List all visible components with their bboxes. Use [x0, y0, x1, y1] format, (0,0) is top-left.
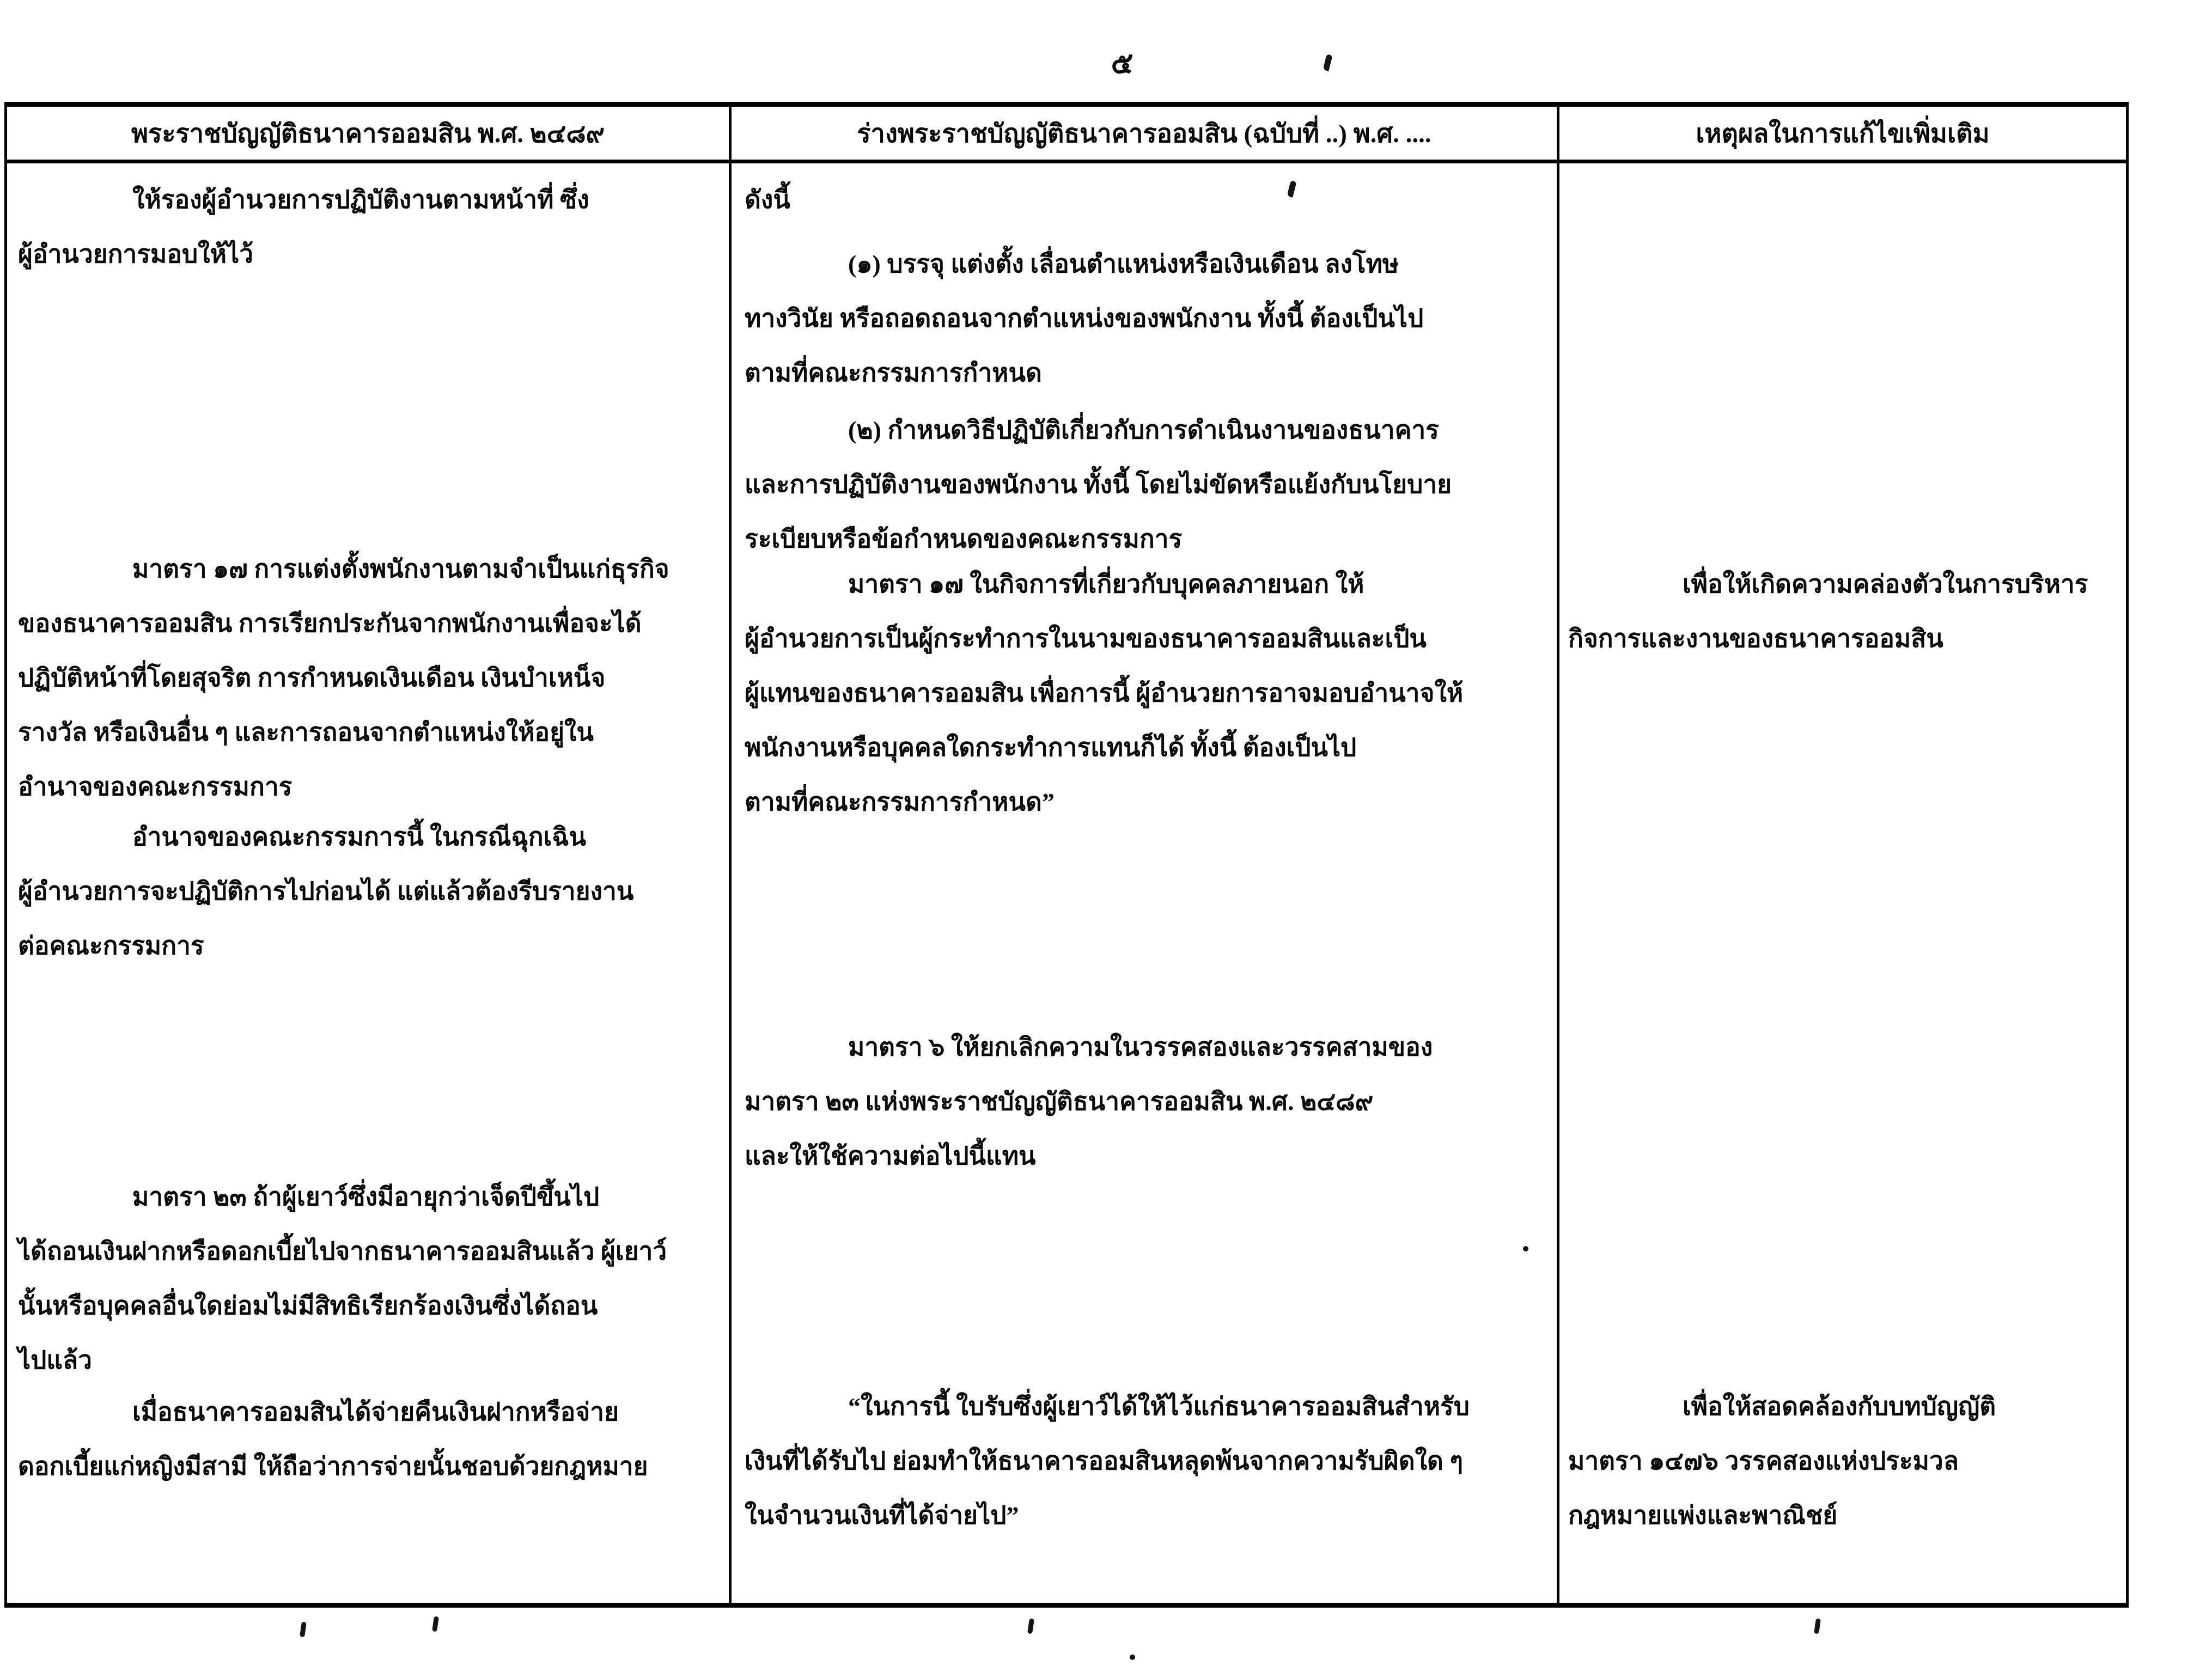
text-line: รางวัล หรือเงินอื่น ๆ และการถอนจากตำแหน่งให้อยู่ใน: [18, 718, 594, 746]
column-header-amendment-reason: เหตุผลในการแก้ไขเพิ่มเติม: [1557, 107, 2126, 160]
column-amendment-reason: [1557, 163, 2126, 1603]
paragraph-reason-2: [1568, 1379, 2122, 1543]
text-line: ตามที่คณะกรรมการกำหนด”: [745, 788, 1055, 816]
text-line: (๑) บรรจุ แต่งตั้ง เลื่อนตำแหน่งหรือเงินเดือน ลงโทษ: [848, 250, 1399, 278]
text-line: เพื่อให้เกิดความคล่องตัวในการบริหาร: [1683, 570, 2088, 598]
scan-artifact: [300, 1622, 307, 1638]
text-line: ดังนี้: [745, 186, 790, 213]
paragraph: [18, 173, 724, 282]
text-line: ได้ถอนเงินฝากหรือดอกเบี้ยไปจากธนาคารออมสินแล้ว ผู้เยาว์: [18, 1237, 667, 1265]
text-line: (๒) กำหนดวิธีปฏิบัติเกี่ยวกับการดำเนินงานของธนาคาร: [848, 416, 1439, 444]
text-line: ให้รองผู้อำนวยการปฏิบัติงานตามหน้าที่ ซึ่ง: [132, 186, 589, 213]
paragraph: [18, 810, 724, 973]
text-line: ของธนาคารออมสิน การเรียกประกันจากพนักงานเพื่อจะได้: [18, 609, 642, 637]
scan-artifact: [1323, 54, 1333, 71]
paragraph-section-23: [18, 1170, 724, 1388]
scan-artifact: [1130, 1654, 1135, 1660]
text-line: กฎหมายแพ่งและพาณิชย์: [1568, 1501, 1838, 1529]
table-body-row: [7, 163, 2126, 1603]
text-line: ตามที่คณะกรรมการกำหนด: [745, 359, 1042, 387]
text-line: มาตรา ๑๔๗๖ วรรคสองแห่งประมวล: [1568, 1447, 1959, 1475]
text-line: ต่อคณะกรรมการ: [18, 932, 204, 960]
scan-artifact: [1027, 1619, 1034, 1634]
column-header-draft-act: ร่างพระราชบัญญัติธนาคารออมสิน (ฉบับที่ ..) พ.ศ. ....: [729, 107, 1557, 160]
text-line: เพื่อให้สอดคล้องกับบทบัญญัติ: [1683, 1393, 1996, 1420]
paragraph: [18, 1385, 724, 1494]
paragraph-item-1: [745, 237, 1552, 400]
paragraph-section-17: [745, 557, 1552, 829]
table-header-row: [7, 107, 2126, 163]
text-line: ผู้อำนวยการมอบให้ไว้: [18, 240, 253, 268]
column-header-act-2489: พระราชบัญญัติธนาคารออมสิน พ.ศ. ๒๔๘๙: [131, 120, 605, 148]
text-line: และการปฏิบัติงานของพนักงาน ทั้งนี้ โดยไม่ขัดหรือแย้งกับนโยบาย: [745, 471, 1452, 498]
text-line: และให้ใช้ความต่อไปนี้แทน: [745, 1142, 1036, 1170]
text-line: “ในการนี้ ใบรับซึ่งผู้เยาว์ได้ให้ไว้แก่ธนาคารออมสินสำหรับ: [848, 1393, 1470, 1420]
column-draft-act: [729, 163, 1557, 1603]
paragraph-quoted-text: [745, 1379, 1552, 1543]
text-line: ดอกเบี้ยแก่หญิงมีสามี ให้ถือว่าการจ่ายนั้นชอบด้วยกฎหมาย: [18, 1452, 648, 1480]
page-number: ๕: [1111, 47, 1134, 80]
text-line: อำนาจของคณะกรรมการนี้ ในกรณีฉุกเฉิน: [132, 823, 587, 851]
scan-artifact: [432, 1616, 439, 1632]
text-line: พนักงานหรือบุคคลใดกระทำการแทนก็ได้ ทั้งนี้ ต้องเป็นไป: [745, 734, 1357, 761]
paragraph-item-2: [745, 403, 1552, 566]
text-line: ทางวินัย หรือถอดถอนจากตำแหน่งของพนักงาน ทั้งนี้ ต้องเป็นไป: [745, 304, 1424, 332]
text-line: ในจำนวนเงินที่ได้จ่ายไป”: [745, 1501, 1019, 1529]
text-line: ปฏิบัติหน้าที่โดยสุจริต การกำหนดเงินเดือน เงินบำเหน็จ: [18, 664, 606, 692]
text-line: ผู้แทนของธนาคารออมสิน เพื่อการนี้ ผู้อำนวยการอาจมอบอำนาจให้: [745, 679, 1464, 707]
text-line: นั้นหรือบุคคลอื่นใดย่อมไม่มีสิทธิเรียกร้องเงินซึ่งได้ถอน: [18, 1292, 598, 1320]
text-line: มาตรา ๒๓ แห่งพระราชบัญญัติธนาคารออมสิน พ.ศ. ๒๔๘๙: [745, 1088, 1374, 1115]
text-line: ผู้อำนวยการเป็นผู้กระทำการในนามของธนาคารออมสินและเป็น: [745, 625, 1427, 652]
scan-artifact: [1814, 1619, 1821, 1634]
text-line: มาตรา ๑๗ การแต่งตั้งพนักงานตามจำเป็นแก่ธุรกิจ: [132, 555, 669, 583]
text-line: กิจการและงานของธนาคารออมสิน: [1568, 625, 1943, 652]
paragraph-section-17: [18, 542, 724, 814]
text-line: ไปแล้ว: [18, 1346, 93, 1374]
column-act-2489: [7, 163, 729, 1603]
paragraph: [745, 173, 1552, 227]
text-line: เงินที่ได้รับไป ย่อมทำให้ธนาคารออมสินหลุดพ้นจากความรับผิดใด ๆ: [745, 1447, 1464, 1475]
text-line: ผู้อำนวยการจะปฏิบัติการไปก่อนได้ แต่แล้วต้องรีบรายงาน: [18, 877, 634, 905]
text-line: อำนาจของคณะกรรมการ: [18, 773, 293, 801]
text-line: ระเบียบหรือข้อกำหนดของคณะกรรมการ: [745, 525, 1183, 553]
text-line: มาตรา ๖ ให้ยกเลิกความในวรรคสองและวรรคสามของ: [848, 1033, 1433, 1061]
comparison-table: [4, 102, 2129, 1608]
paragraph-reason-1: [1568, 557, 2122, 666]
paragraph-section-6: [745, 1020, 1552, 1183]
text-line: มาตรา ๒๓ ถ้าผู้เยาว์ซึ่งมีอายุกว่าเจ็ดปีขึ้นไป: [132, 1183, 600, 1211]
text-line: มาตรา ๑๗ ในกิจการที่เกี่ยวกับบุคคลภายนอก ให้: [848, 570, 1364, 598]
text-line: เมื่อธนาคารออมสินได้จ่ายคืนเงินฝากหรือจ่าย: [132, 1398, 619, 1426]
